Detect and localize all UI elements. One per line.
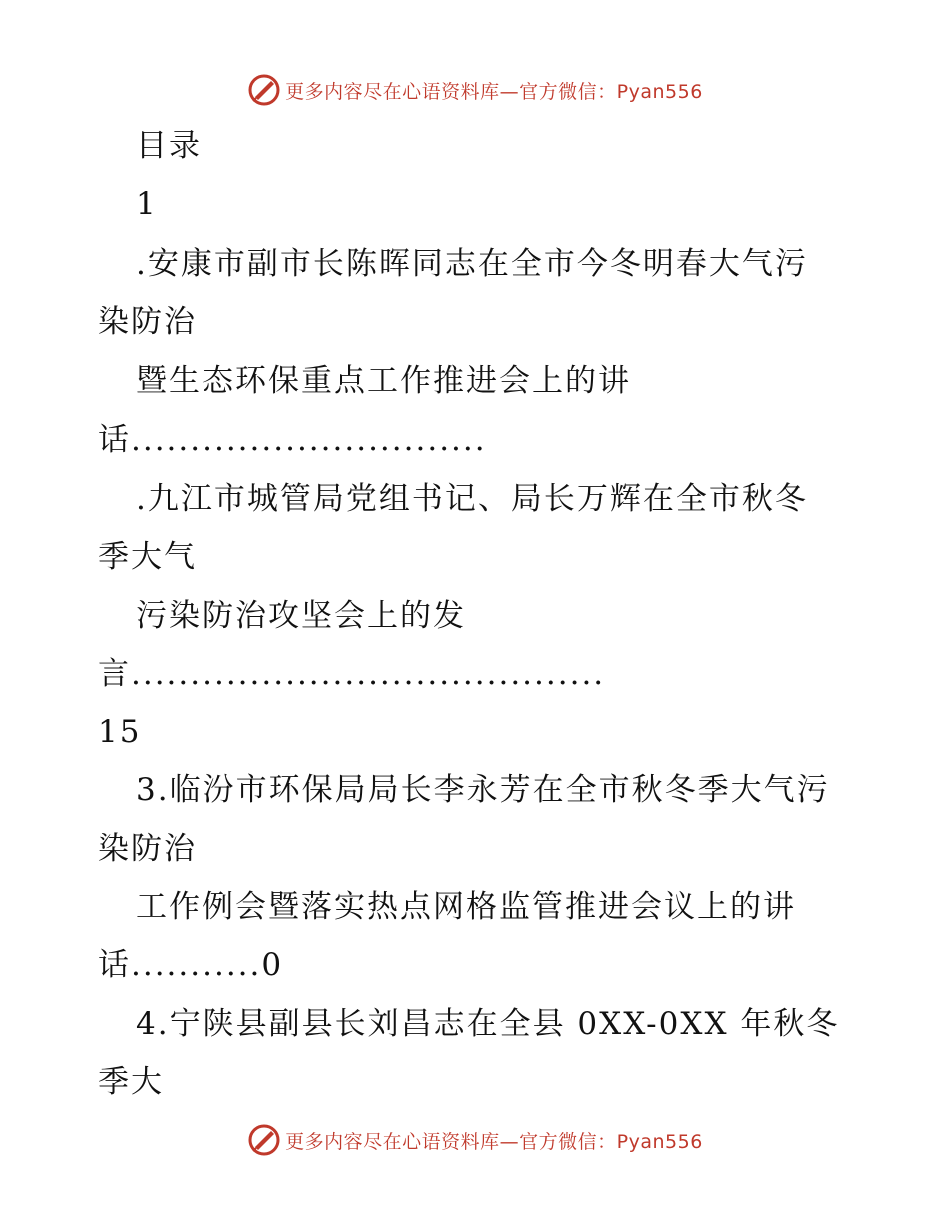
toc-line: 季大气: [98, 539, 197, 575]
toc-line: 话..............................: [98, 422, 487, 458]
toc-line: .九江市城管局党组书记、局长万辉在全市秋冬: [136, 481, 808, 517]
banner-text: 更多内容尽在心语资料库—官方微信：Pyan556: [285, 1130, 703, 1153]
banner-text: 更多内容尽在心语资料库—官方微信：Pyan556: [285, 80, 703, 103]
toc-line: 染防治: [98, 831, 197, 867]
footer-watermark-banner: [0, 1120, 950, 1160]
toc-heading: 目录: [136, 128, 202, 164]
toc-line: 话...........0: [98, 947, 284, 983]
toc-line: .安康市副市长陈晖同志在全市今冬明春大气污: [136, 246, 808, 282]
banner-account: Pyan556: [616, 80, 703, 103]
toc-line: 3.临汾市环保局局长李永芳在全市秋冬季大气污: [136, 772, 830, 808]
toc-line: 工作例会暨落实热点网格监管推进会议上的讲: [136, 889, 796, 925]
header-watermark-banner: [0, 70, 950, 110]
toc-line: 污染防治攻坚会上的发: [136, 598, 466, 634]
banner-account: Pyan556: [616, 1130, 703, 1153]
toc-line: 暨生态环保重点工作推进会上的讲: [136, 363, 631, 399]
toc-line: 季大: [98, 1064, 164, 1100]
quill-logo-icon: [247, 73, 281, 107]
toc-line: 15: [98, 714, 142, 750]
toc-line: 言........................................: [98, 656, 606, 692]
toc-line: 1: [136, 186, 158, 222]
quill-logo-icon: [247, 1123, 281, 1157]
toc-line: 4.宁陕县副县长刘昌志在全县 0XX-0XX 年秋冬: [136, 1006, 840, 1042]
toc-line: 染防治: [98, 304, 197, 340]
